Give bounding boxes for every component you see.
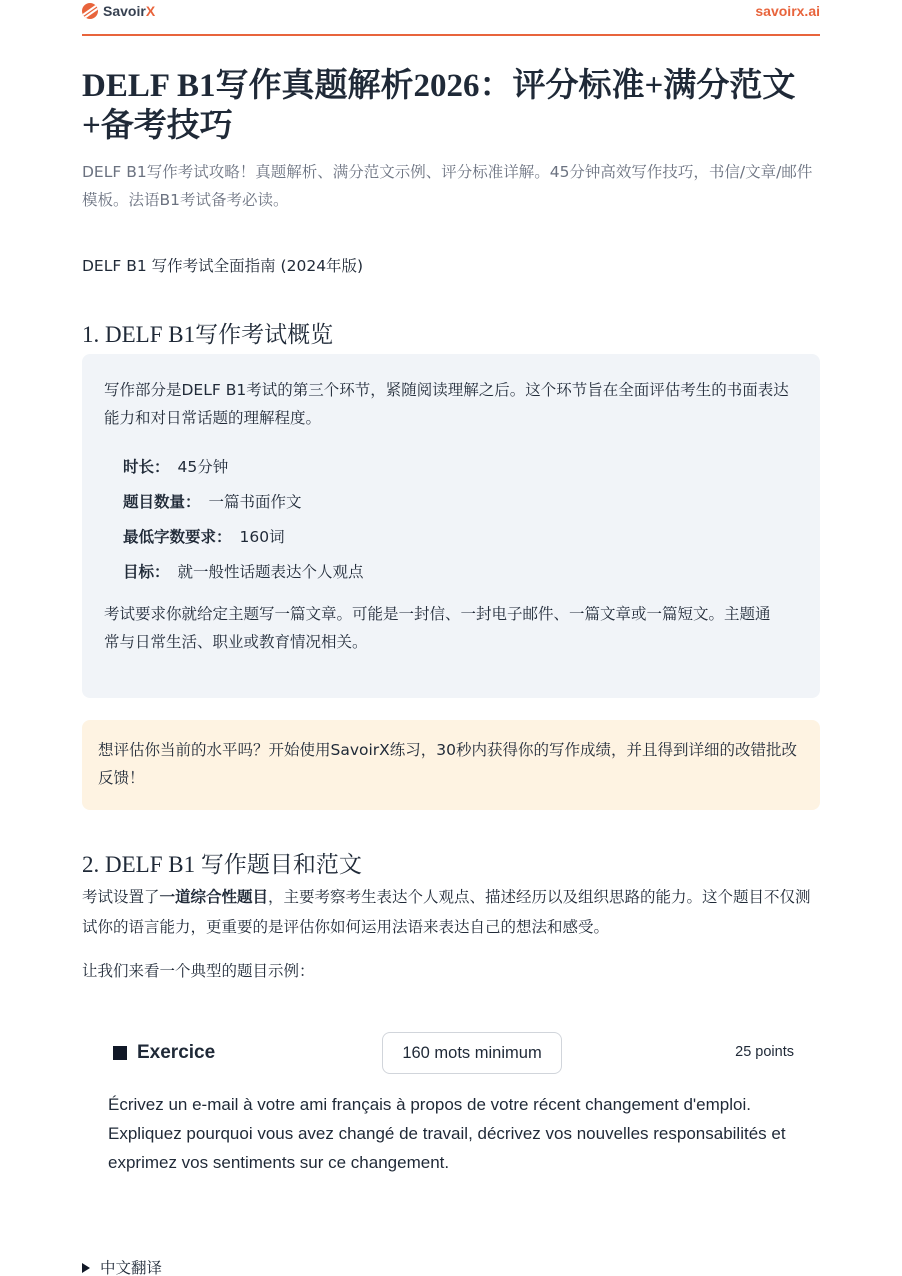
overview-intro: 写作部分是DELF B1考试的第三个环节，紧随阅读理解之后。这个环节旨在全面评估考生的书面表达能力和对日常话题的理解程度。 (104, 381, 789, 427)
brand-name (103, 3, 155, 19)
fact-label: 最低字数要求： (123, 528, 232, 546)
fact-value: 就一般性话题表达个人观点 (177, 563, 364, 581)
translation-toggle-label: 中文翻译 (100, 1259, 163, 1276)
site-header (82, 0, 820, 36)
exercise-prompt: Écrivez un e-mail à votre ami français à propos de votre récent changement d'emploi. Expliquez pourquoi vous avez changé de travail, décrivez vos nouvelles responsabilités et exprimez vos sentiments sur ce changement. (108, 1095, 786, 1172)
section2-paragraph (82, 882, 824, 942)
min-words-badge: 160 mots minimum (382, 1032, 562, 1074)
fact-value: 160词 (239, 528, 285, 546)
overview-box (82, 354, 820, 698)
square-bullet-icon (113, 1046, 127, 1060)
cta-callout (82, 720, 820, 810)
guide-title: DELF B1 写作考试全面指南 (2024年版) (82, 257, 364, 275)
section-heading-overview: 1. DELF B1写作考试概览 (82, 322, 334, 347)
exam-facts-list (123, 450, 364, 590)
exercise-header (113, 1042, 215, 1064)
fact-item-goal (123, 555, 364, 590)
translation-toggle[interactable] (82, 1256, 162, 1276)
brand-name-prefix: Savoir (103, 3, 146, 19)
fact-value: 45分钟 (177, 458, 229, 476)
fact-item-min-words (123, 520, 364, 555)
brand-name-suffix: X (145, 3, 156, 19)
savoirx-logo-icon (82, 3, 98, 19)
fact-label: 题目数量： (123, 493, 201, 511)
exercise-card (82, 1010, 820, 1210)
fact-item-task-count (123, 485, 364, 520)
page-subtitle: DELF B1写作考试攻略！真题解析、满分范文示例、评分标准详解。45分钟高效写作技巧，书信/文章/邮件模板。法语B1考试备考必读。 (82, 163, 813, 209)
fact-item-duration (123, 450, 364, 485)
paragraph-emphasis: 一道综合性题目 (159, 888, 269, 906)
fact-label: 时长： (123, 458, 170, 476)
overview-outro: 考试要求你就给定主题写一篇文章。可能是一封信、一封电子邮件、一篇文章或一篇短文。主题通常与日常生活、职业或教育情况相关。 (104, 605, 771, 651)
fact-label: 目标： (123, 563, 170, 581)
points-label: 25 points (735, 1044, 794, 1060)
fact-value: 一篇书面作文 (208, 493, 302, 511)
page-title: DELF B1写作真题解析2026：评分标准+满分范文+备考技巧 (82, 68, 796, 144)
brand-logo[interactable] (82, 3, 155, 19)
section-heading-tasks: 2. DELF B1 写作题目和范文 (82, 852, 362, 877)
paragraph-text: ，主要考察考生表达个人观点、描述经历以及组织思路的能力。这个题目不仅测试你的语言能力，更重要的是评估你如何运用法语来表达自己的想法和感受。 (82, 888, 811, 936)
paragraph-text: 考试设置了 (82, 888, 160, 906)
site-link[interactable]: savoirx.ai (755, 3, 820, 19)
exercise-title: Exercice (137, 1042, 216, 1063)
example-intro: 让我们来看一个典型的题目示例： (82, 962, 315, 980)
disclosure-triangle-icon (82, 1263, 90, 1273)
cta-text[interactable]: 想评估你当前的水平吗？开始使用SavoirX练习，30秒内获得你的写作成绩，并且得到详细的改错批改反馈！ (98, 741, 798, 787)
